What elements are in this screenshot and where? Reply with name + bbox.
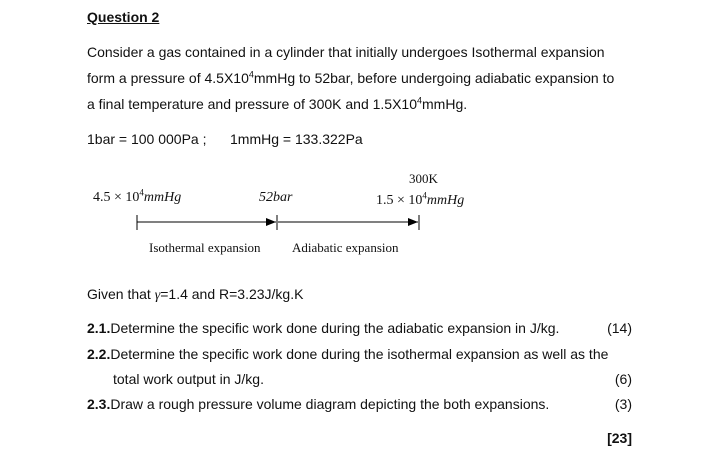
question-2-3: 2.3.Draw a rough pressure volume diagram depicting the both expansions. <box>87 396 550 412</box>
total-marks: [23] <box>607 430 632 446</box>
question-2-1-marks: (14) <box>607 320 632 336</box>
given-values: Given that γ=1.4 and R=3.23J/kg.K <box>87 286 304 303</box>
intro-line-1: Consider a gas contained in a cylinder that initially undergoes Isothermal expansion <box>87 44 605 60</box>
diagram-mid-pressure: 52bar <box>259 190 293 205</box>
question-2-2: 2.2.Determine the specific work done during the isothermal expansion as well as the <box>87 346 609 362</box>
question-2-2-continued: total work output in J/kg. <box>113 371 264 387</box>
question-2-1: 2.1.Determine the specific work done during the adiabatic expansion in J/kg. <box>87 320 560 336</box>
diagram-label-isothermal: Isothermal expansion <box>149 240 261 255</box>
question-title: Question 2 <box>87 9 160 25</box>
question-2-2-marks: (6) <box>614 371 632 387</box>
intro-line-3: a final temperature and pressure of 300K and $1.5X10^4mmHg$. <box>87 95 468 112</box>
diagram-final-pressure: $1.5 \times 10^4mmHg$ <box>376 190 465 208</box>
diagram-final-temperature: 300K <box>409 171 438 186</box>
intro-line-2: form a pressure of $4.5X10^4mmHg$ to 52bar, before undergoing adiabatic expansion to <box>87 69 615 86</box>
adiabatic-arrowhead <box>408 218 418 226</box>
question-2-3-marks: (3) <box>614 396 632 412</box>
conversion-mmhg: 1mmHg = 133.322Pa <box>230 131 363 147</box>
isothermal-arrowhead <box>266 218 276 226</box>
diagram-label-adiabatic: Adiabatic expansion <box>292 240 399 255</box>
diagram-start-pressure: $4.5 \times 10^4mmHg$ <box>93 187 182 205</box>
conversion-bar: 1bar = 100 000Pa ; <box>87 131 207 147</box>
